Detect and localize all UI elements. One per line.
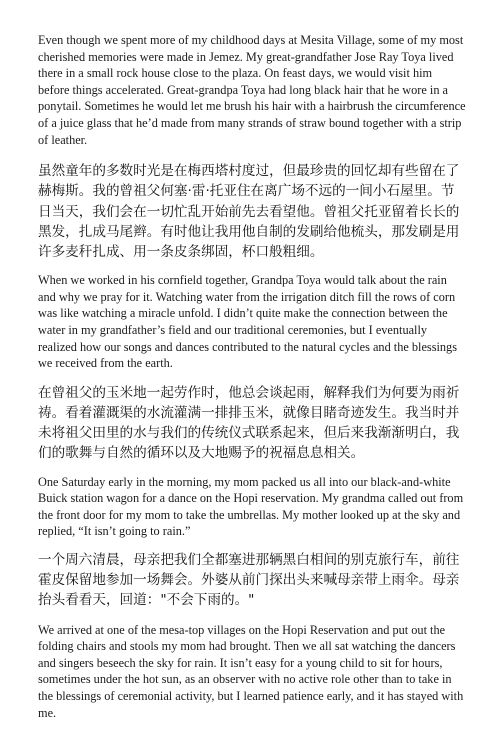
- paragraph-english-2: When we worked in his cornfield together, Grandpa Toya would talk about the rain and why we pray for it. Watching water from the irrigation ditch fill the rows of corn was like watching a miracle unfold. I didn’t quite make the connection between the water in my grandfather’s field and our traditional ceremonies, but I eventually realized how our songs and dances contributed to the natural cycles and the blessings we received from the earth.: [38, 273, 457, 371]
- paragraph-chinese-2: 在曾祖父的玉米地一起劳作时，他总会谈起雨，解释我们为何要为雨祈祷。看着灌溉渠的水流灌满一排排玉米，就像目睹奇迹发生。我当时并未将祖父田里的水与我们的传统仪式联系起来，但后来我渐渐明白，我们的歌舞与自然的循环以及大地赐予的祝福息息相关。: [38, 384, 460, 462]
- document-page: [38, 32, 466, 733]
- paragraph-english-3: One Saturday early in the morning, my mom packed us all into our black-and-white Buick station wagon for a dance on the Hopi reservation. My grandma called out from the front door for my mom to take the umbrellas. My mother looked up at the sky and replied, “It isn’t going to rain.”: [38, 474, 464, 539]
- paragraph-english-1: Even though we spent more of my childhood days at Mesita Village, some of my most cherished memories were made in Jemez. My great-grandfather Jose Ray Toya lived there in a small rock house close to the plaza. On feast days, we would visit him before things accelerated. Great-grandpa Toya had long black hair that he wore in a ponytail. Sometimes he would let me brush his hair with a hairbrush the circumference of a juice glass that he’d made from many strands of straw bound together with a strip of leather.: [38, 33, 466, 147]
- paragraph-chinese-1: 虽然童年的多数时光是在梅西塔村度过，但最珍贵的回忆却有些留在了赫梅斯。我的曾祖父何塞·雷·托亚住在离广场不远的一间小石屋里。节日当天，我们会在一切忙乱开始前先去看望他。曾祖父托亚留着长长的黑发，扎成马尾辫。有时他让我用他自制的发刷给他梳头，那发刷是用许多麦秆扎成、用一条皮条绑固，杯口般粗细。: [38, 163, 460, 260]
- paragraph-chinese-3: 一个周六清晨，母亲把我们全都塞进那辆黑白相间的别克旅行车，前往霍皮保留地参加一场舞会。外婆从前门探出头来喊母亲带上雨伞。母亲抬头看看天，回道："不会下雨的。": [38, 551, 460, 609]
- paragraph-english-4: We arrived at one of the mesa-top villages on the Hopi Reservation and put out the folding chairs and stools my mom had brought. Then we all sat watching the dancers and singers beseech the sky for rain. It isn’t easy for a young child to sit for hours, sometimes under the hot sun, as an observer with no active role other than to take in the blessings of ceremonial activity, but I learned patience early, and it has stayed with me.: [38, 622, 464, 720]
